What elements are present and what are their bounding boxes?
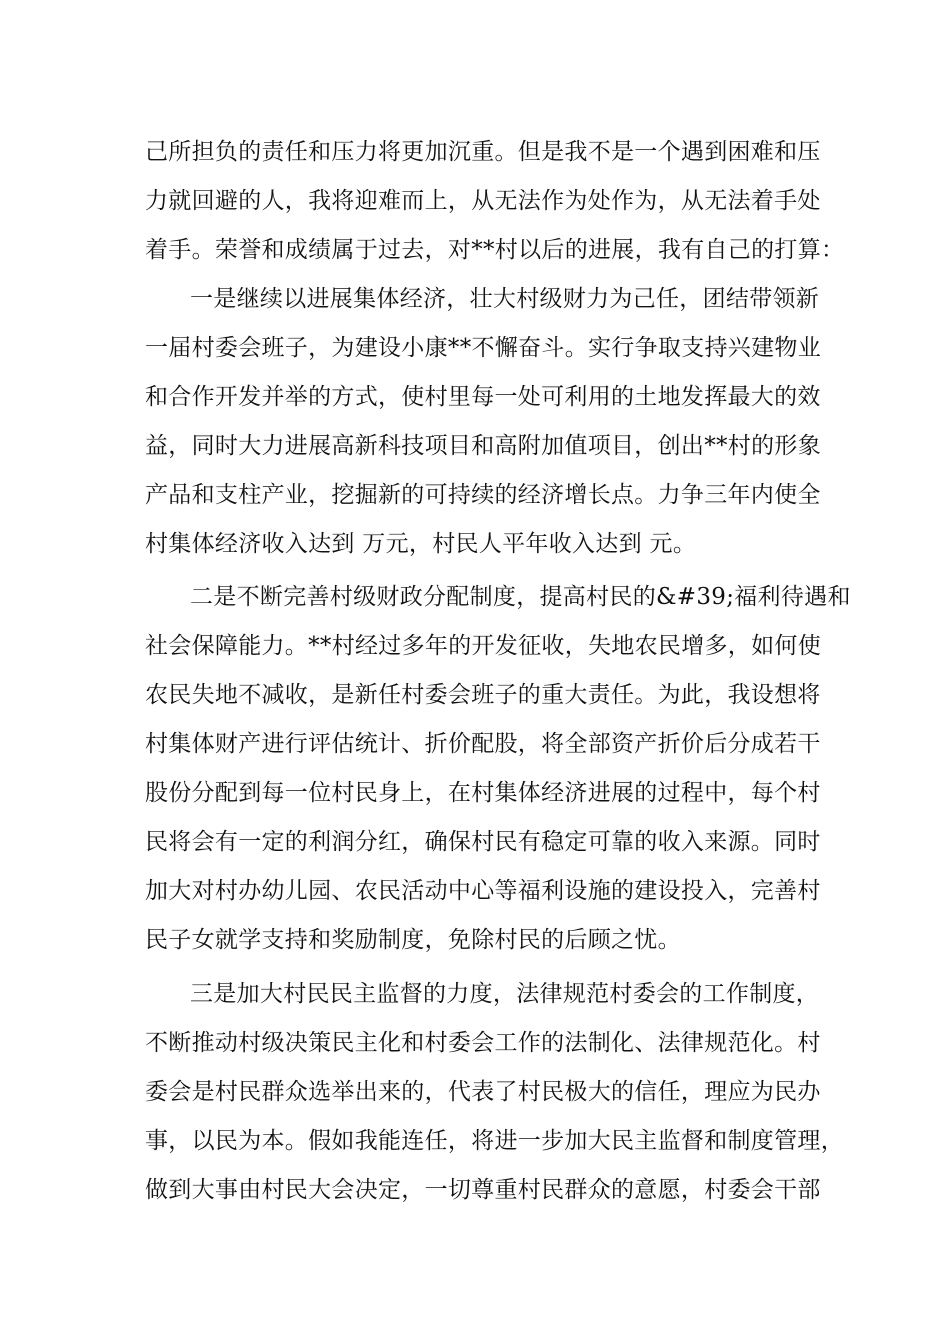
text-line-15: 民将会有一定的利润分红，确保村民有稳定可靠的收入来源。同时 (145, 829, 821, 855)
text-line-14: 股份分配到每一位村民身上，在村集体经济进展的过程中，每个村 (145, 780, 821, 806)
text-line-19: 不断推动村级决策民主化和村委会工作的法制化、法律规范化。村 (145, 1030, 821, 1056)
text-line-1: 己所担负的责任和压力将更加沉重。但是我不是一个遇到困难和压 (145, 139, 821, 165)
paragraph-2-line-1: 二是不断完善村级财政分配制度，提高村民的&#39;福利待遇和 (190, 584, 851, 610)
text-line-21: 事，以民为本。假如我能连任，将进一步加大民主监督和制度管理， (145, 1128, 844, 1154)
text-line-3: 着手。荣誉和成绩属于过去，对**村以后的进展，我有自己的打算： (145, 237, 845, 263)
text-line-2: 力就回避的人，我将迎难而上，从无法作为处作为，从无法着手处 (145, 188, 821, 214)
text-line-22: 做到大事由村民大会决定，一切尊重村民群众的意愿，村委会干部 (145, 1177, 821, 1203)
text-line-6: 和合作开发并举的方式，使村里每一处可利用的土地发挥最大的效 (145, 384, 821, 410)
text-line-9: 村集体经济收入达到 万元，村民人平年收入达到 元。 (145, 531, 697, 557)
paragraph-3-line-1: 三是加大村民民主监督的力度，法律规范村委会的工作制度， (190, 981, 820, 1007)
text-line-20: 委会是村民群众选举出来的，代表了村民极大的信任，理应为民办 (145, 1079, 821, 1105)
paragraph-1-line-1: 一是继续以进展集体经济，壮大村级财力为己任，团结带领新 (190, 286, 820, 312)
text-line-5: 一届村委会班子，为建设小康**不懈奋斗。实行争取支持兴建物业 (145, 335, 821, 361)
text-line-7: 益，同时大力进展高新科技项目和高附加值项目，创出**村的形象 (145, 433, 821, 459)
text-line-17: 民子女就学支持和奖励制度，免除村民的后顾之忧。 (145, 927, 681, 953)
text-line-11: 社会保障能力。**村经过多年的开发征收，失地农民增多，如何使 (145, 633, 821, 659)
text-line-16: 加大对村办幼儿园、农民活动中心等福利设施的建设投入，完善村 (145, 878, 821, 904)
text-line-12: 农民失地不减收，是新任村委会班子的重大责任。为此，我设想将 (145, 682, 821, 708)
text-line-8: 产品和支柱产业，挖掘新的可持续的经济增长点。力争三年内使全 (145, 482, 821, 508)
text-line-13: 村集体财产进行评估统计、折价配股，将全部资产折价后分成若干 (145, 731, 821, 757)
